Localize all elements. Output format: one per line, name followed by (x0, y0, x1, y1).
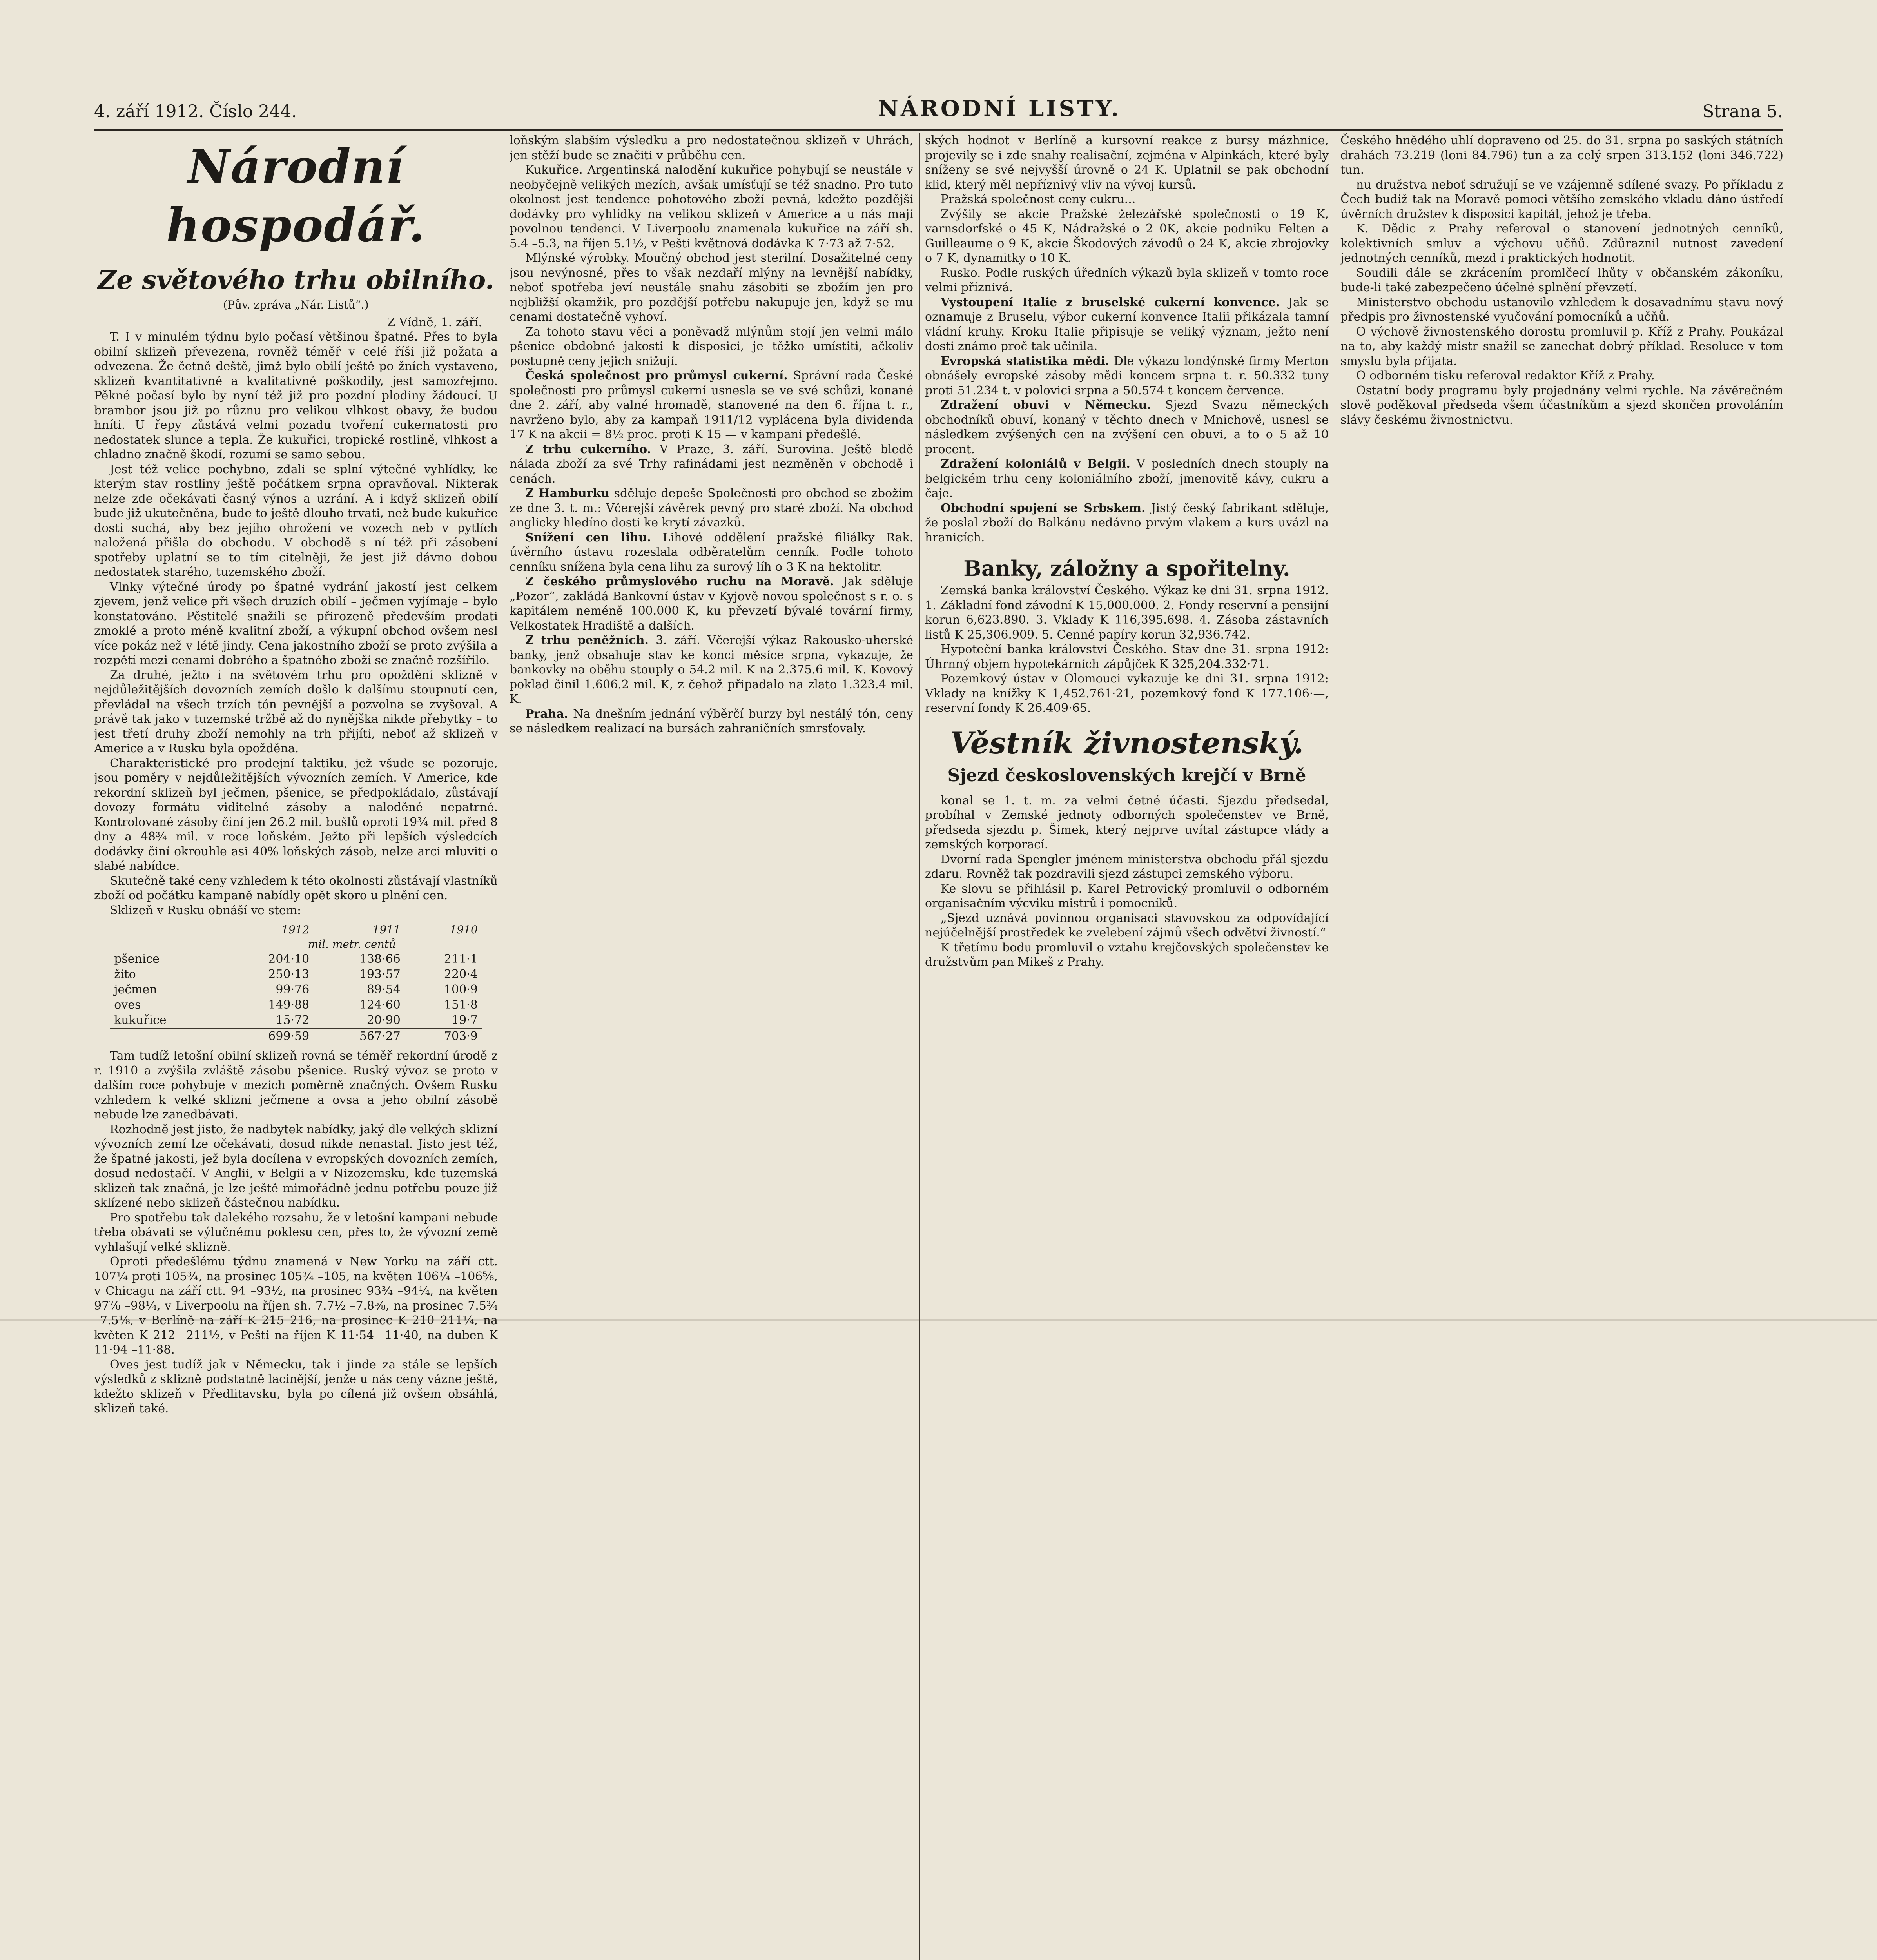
article-title: Ze světového trhu obilního. (98, 265, 494, 295)
news-item (510, 442, 913, 486)
table-cell: 15·72 (276, 1013, 310, 1027)
table-cell: 211·1 (444, 952, 478, 966)
table-cell: 124·60 (359, 998, 401, 1012)
paragraph: Pozemkový ústav v Olomouci vykazuje ke dni 31. srpna 1912: Vklady na knížky K 1,452.761·21, pozemkový fond K 177.106·—, reservní fondy K 26.409·65. (925, 672, 1329, 715)
news-item (925, 398, 1329, 457)
news-item-text: Na dnešním jednání výběrčí burzy byl nestálý tón, ceny se následkem realizací na bursách zahraničních smrsťovaly. (510, 707, 913, 735)
news-item (510, 530, 913, 575)
table-cell: oves (114, 998, 141, 1012)
table-header: 1910 (450, 923, 478, 936)
table-cell: 138·66 (359, 952, 401, 966)
table-cell: kukuřice (114, 1013, 167, 1027)
news-item (925, 457, 1329, 501)
dateline: Z Vídně, 1. září. (387, 316, 482, 329)
paragraph: Hypoteční banka království Českého. Stav dne 31. srpna 1912: Úhrnný objem hypotekárních zápůjček K 325,204.332·71. (925, 642, 1329, 671)
paragraph: Mlýnské výrobky. Moučný obchod jest sterilní. Dosažitelné ceny jsou nevýnosné, přes to však nezdaří mlýny na levnější nabídky, neboť spotřeba jeví neustále snahu zásobiti se zbožím jen pro nejbližší okamžik, pro pozdější potřebu nakupuje jen, když se mu cenami dostatečně vyhoví. (510, 251, 913, 324)
news-item-text: V Praze, 3. září. Surovina. Ještě bledě nálada zboží za své Trhy rafinádami jest nezměněn v obchodě i cenách. (510, 442, 913, 486)
news-item-title: Vystoupení Italie z bruselské cukerní konvence. (941, 295, 1280, 309)
news-item-title: Česká společnost pro průmysl cukerní. (525, 369, 788, 383)
paragraph: Soudili dále se zkrácením promlčecí lhůty v občanském zákoníku, bude-li také zabezpečeno účelné splnění převzetí. (1340, 266, 1783, 294)
byline: (Pův. zpráva „Nár. Listů“.) (223, 298, 369, 311)
paragraph: Kukuřice. Argentinská nalodění kukuřice pohybují se neustále v neobyčejně velikých mezích, avšak umísťují se též snadno. Pro tuto okolnost jest tendence pohotového zboží pevná, kdežto pozdější dodávky pro vyhlídky na velikou sklizeň v Americe a u nás mají povolnou tendenci. V Liverpoolu znamenala kukuřice na září sh. 5.4 –5.3, na říjen 5.1½, v Pešti květnová dodávka K 7·73 až 7·52. (510, 163, 913, 250)
news-item-title: Z českého průmyslového ruchu na Moravě. (525, 575, 834, 588)
paragraph: Jest též velice pochybno, zdali se splní výtečné vyhlídky, ke kterým stav rostliny ještě počátkem srpna opravňoval. Nikterak nelze zde očekávati časný výnos a uzrání. A i když sklizeň obilí bude již ukutečněna, bude to ještě dlouho trvati, než bude kukuřice dosti suchá, aby bez jejího ohrožení ve vozech neb v pytlích naložená přišla do obchodu. V obchodě s ní též při zásobení spotřeby uplatní se to tím citelněji, že jest již dávno dobou nedostatek starého, tuzemského zboží. (94, 462, 498, 579)
paragraph: T. I v minulém týdnu bylo počasí většinou špatné. Přes to byla obilní sklizeň převezena, rovněž téměř v celé říši již požata a odvezena. Že četně deště, jimž bylo obilí ještě po žních vystaveno, sklizeň kvantitativně a kvalitativně poškodily, jest samozřejmo. Pěkné počasí bylo by nyní též již pro pozdní plodiny žádoucí. U brambor jsou již po různu pro velikou vlhkost obavy, že budou hníti. U řepy zůstává velmi pozadu tvoření cukernatosti pro nedostatek slunce a tepla. Že kukuřici, tropické rostlině, vlhkost a chladno značně škodí, rozumí se samo sebou. (94, 330, 498, 461)
table-cell: 89·54 (366, 983, 401, 996)
paragraph: Vlnky výtečné úrody po špatné vydrání jakostí jest celkem zjevem, jenž velice při všech druzích obilí – ječmen vyjímaje – bylo konstatováno. Pěstitelé snažili se přirozeně především prodati zmoklé a proto méně kvalitní zboží, a výkupní obchod ovšem nesl více pokáz než v létě jindy. Cena jakostního zboží se proto zvýšila a rozpětí mezi cenami dobrého a špatného zboží se značně rozšířilo. (94, 580, 498, 667)
news-item-text: Jak se oznamuje z Bruselu, výbor cukerní konvence Italii přikázala tamní vládní kruhy. Kroku Italie připisuje se veliký význam, ježto není dosti známo proč tak učinila. (925, 295, 1329, 353)
column-1 (94, 133, 498, 1960)
table-header: 1911 (372, 923, 401, 936)
paragraph: Ostatní body programu byly projednány velmi rychle. Na závěrečném slově poděkoval předseda všem účastníkům a sjezd skončen provoláním slávy českému živnostnictvu. (1340, 383, 1783, 427)
paragraph: Zvýšily se akcie Pražské železářské společnosti o 19 K, varnsdorfské o 45 K, Nádražské o 2 0K, akcie podniku Felten a Guilleaume o 9 K, akcie Škodových závodů o 24 K, akcie zbrojovky o 7 K, dynamitky o 10 K. (925, 207, 1329, 265)
news-item-text: Správní rada České společnosti pro průmysl cukerní usnesla se ve své schůzi, konané dne 2. září, aby valné hromadě, stanovené na den 6. října t. r., navrženo bylo, aby za kampaň 1911/12 vyplácena byla dividenda 17 K na akcii = 8½ proc. proti K 15 — v kampani předešlé. (510, 369, 913, 441)
paragraph: O výchově živnostenského dorostu promluvil p. Kříž z Prahy. Poukázal na to, aby každý mistr snažil se zanechat dobrý příklad. Resoluce v tom smyslu byla přijata. (1340, 325, 1783, 368)
column-2 (510, 133, 913, 1960)
table-cell: 20·90 (366, 1013, 401, 1027)
table-cell: 151·8 (444, 998, 478, 1012)
banks-heading: Banky, záložny a spořitelny. (963, 556, 1290, 581)
table-cell: 250·13 (268, 967, 310, 981)
vestnik-subheading: Sjezd československých krejčí v Brně (947, 765, 1306, 786)
paragraph: Skutečně také ceny vzhledem k této okolnosti zůstávají vlastníků zboží od počátku kampaně nabídly opět skoro u plnění cen. (94, 874, 498, 902)
news-item-title: Zdražení koloniálů v Belgii. (941, 457, 1130, 471)
table-cell: 99·76 (276, 983, 310, 996)
section-title: Národní hospodář. (166, 139, 426, 252)
table-cell: 220·4 (444, 967, 478, 981)
column-rule (919, 133, 920, 1960)
news-item-text: Jak sděluje „Pozor“, zakládá Bankovní ústav v Kyjově novou společnost s r. o. s kapitálem neméně 100.000 K, ku převzetí bývalé tovární firmy, Velkostatek Hradiště a dalších. (510, 575, 913, 633)
paragraph: Sklizeň v Rusku obnáší ve stem: (110, 903, 301, 917)
paragraph: Za tohoto stavu věci a poněvadž mlýnům stojí jen velmi málo pšenice obdobné jakosti k disposici, je těžko umístiti, ačkoliv postupně ceny jejich snižují. (510, 325, 913, 368)
paragraph: O odborném tisku referoval redaktor Kříž z Prahy. (1356, 369, 1655, 383)
paragraph: Oproti předešlému týdnu znamená v New Yorku na září ctt. 107¼ proti 105¾, na prosinec 105¾ –105, na květen 106¼ –106⅝, v Chicagu na září ctt. 94 –93½, na prosinec 93¾ –94¼, na květen 97⅞ –98¼, v Liverpoolu na říjen sh. 7.7½ –7.8⅝, na prosinec 7.5¾ –7.5⅛, v Berlíně na září K 215–216, na prosinec K 210–211¼, na květen K 212 –211½, v Pešti na říjen K 11·54 –11·40, na duben K 11·94 –11·88. (94, 1255, 498, 1357)
news-item-title: Obchodní spojení se Srbskem. (941, 501, 1146, 515)
news-item-title: Evropská statistika mědi. (941, 354, 1110, 368)
paragraph: Zemská banka království Českého. Výkaz ke dni 31. srpna 1912. 1. Základní fond závodní K 15,000.000. 2. Fondy reservní a pensijní korun 6,623.890. 3. Vklady K 116,395.698. 4. Zásoba zástavních listů K 25,306.909. 5. Cenné papíry korun 32,936.742. (925, 584, 1329, 642)
news-item-title: Snížení cen lihu. (525, 530, 651, 544)
masthead: NÁRODNÍ LISTY. (878, 96, 1121, 122)
paragraph: Českého hnědého uhlí dopraveno od 25. do 31. srpna po saských státních drahách 73.219 (loni 84.796) tun a za celý srpen 313.152 (loni 346.722) tun. (1340, 134, 1783, 177)
news-item-title: Praha. (525, 707, 568, 721)
news-item (925, 354, 1329, 398)
paragraph: Ministerstvo obchodu ustanovilo vzhledem k dosavadnímu stavu nový předpis pro živnostenské vyučování pomocníků a učňů. (1340, 295, 1783, 324)
table-row (110, 1013, 482, 1028)
paragraph: Za druhé, ježto i na světovém trhu pro opoždění sklizně v nejdůležitějších dovozních zemích došlo k dalšímu stoupnutí cen, převládal na všech trzích tón pevnější a pozvolna se zvyšoval. A právě tak jako v tuzemské tržbě až do nynějška nikde přebytky – to jest třetí druhy zboží nemohly na trh přijíti, neboť až sklizeň v Americe a v Rusku byla opožděna. (94, 668, 498, 755)
news-item-text: V posledních dnech stouply na belgickém trhu ceny koloniálního zboží, jmenovitě kávy, cukru a čaje. (925, 457, 1329, 500)
column-4 (1340, 133, 1783, 1960)
table-row (110, 967, 482, 982)
table-row (110, 982, 482, 997)
table-cell: pšenice (114, 952, 160, 966)
paragraph: ských hodnot v Berlíně a kursovní reakce z bursy mázhnice, projevily se i zde snahy realisační, zejména v Alpinkách, které byly sníženy se své nejvyšší úrovně o 24 K. Uplatnil se pak obchodní klid, který měl nepříznivý vliv na vývoj kursů. (925, 134, 1329, 192)
paragraph: Pro spotřebu tak dalekého rozsahu, že v letošní kampani nebude třeba obávati se výlučnému poklesu cen, přes to, že vývozní země vyhlašují velké sklizně. (94, 1210, 498, 1254)
news-items (510, 368, 913, 736)
table-cell: 149·88 (268, 998, 310, 1012)
paragraph: Oves jest tudíž jak v Německu, tak i jinde za stále se lepších výsledků z sklizně podstatně lacinější, jenže u nás ceny vázne ještě, kdežto sklizeň v Předlitavsku, byla po cílená již ovšem obsáhlá, sklizeň také. (94, 1357, 498, 1416)
table-header (110, 922, 222, 937)
news-item (510, 368, 913, 442)
harvest-table (110, 922, 482, 1044)
table-total: 567·27 (359, 1029, 401, 1043)
paragraph: „Sjezd uznává povinnou organisaci stavovskou za odpovídající nejúčelnější prostředek ke zvelebení zájmů všech odvětví živností.“ (925, 911, 1329, 940)
page-header (94, 90, 1783, 131)
news-item (510, 486, 913, 530)
table-cell: 204·10 (268, 952, 310, 966)
paper-fold (0, 1319, 1877, 1321)
paragraph: Rozhodně jest jisto, že nadbytek nabídky, jaký dle velkých sklizní vývozních zemí lze očekávati, dosud nikde nenastal. Jisto jest též, že špatné jakosti, jež byla docílena v evropských dovozních zemích, dosud nedostačí. V Anglii, v Belgii a v Nizozemsku, kde tuzemská sklizeň tak značná, je lze ještě mimořádně jednu potřebu pouze již sklízené nebo sklizeň částečnou nabídku. (94, 1122, 498, 1210)
issue-date: 4. září 1912. Číslo 244. (94, 102, 297, 122)
table-row (110, 997, 482, 1013)
paragraph: Tam tudíž letošní obilní sklizeň rovná se téměř rekordní úrodě z r. 1910 a zvýšila zvláště zásobu pšenice. Ruský vývoz se proto v dalším roce pohybuje v mezích poměrně značných. Ovšem Rusku vzhledem k velké sklizni ječmene a ovsa a jeho obilní zásobě nebude lze zanedbávati. (94, 1049, 498, 1122)
news-item-text: Dle výkazu londýnské firmy Merton obnášely evropské zásoby mědi koncem srpna t. r. 50.332 tuny proti 51.234 t. v polovici srpna a 50.574 t koncem července. (925, 354, 1329, 397)
paragraph: Rusko. Podle ruských úředních výkazů byla sklizeň v tomto roce velmi příznivá. (925, 266, 1329, 294)
news-item-text: 3. září. Včerejší výkaz Rakousko-uherské banky, jenž obsahuje stav ke konci měsíce srpna, vykazuje, že bankovky na oběhu stouply o 54.2 mil. K na 2.375.6 mil. K. Kovový poklad činil 1.606.2 mil. K, z čehož připadalo na zlato 1.323.4 mil. K. (510, 633, 913, 706)
news-items (925, 295, 1329, 545)
table-cell: ječmen (114, 983, 157, 996)
table-header: 1912 (281, 923, 310, 936)
vestnik-heading: Věstník živnostenský. (950, 725, 1304, 760)
paragraph: Pražská společnost ceny cukru... (941, 192, 1136, 206)
news-item-text: sděluje depeše Společnosti pro obchod se zbožím ze dne 3. t. m.: Včerejší závěrek pevný pro staré zboží. Na obchod anglicky hledíno dosti ke krytí závazků. (510, 486, 913, 530)
table-caption: mil. metr. centů (308, 938, 396, 951)
paragraph: konal se 1. t. m. za velmi četné účasti. Sjezdu předsedal, probíhal v Zemské jednoty odborných společenstev ve Brně, předseda sjezdu p. Šimek, který nejprve uvítal zástupce vlády a zemských korporací. (925, 793, 1329, 851)
paragraph: Dvorní rada Spengler jménem ministerstva obchodu přál sjezdu zdaru. Rovněž tak pozdravili sjezd zástupci zemského výboru. (925, 852, 1329, 881)
paragraph: Charakteristické pro prodejní taktiku, jež všude se pozoruje, jsou poměry v nejdůležitějších vývozních zemích. V Americe, kde rekordní sklizeň byl ječmen, pšenice, se předpokládalo, zůstávají dovozy formátu viditelné zásoby a naloděné nepatrné. Kontrolované zásoby činí jen 26.2 mil. bušlů oproti 19¾ mil. před 8 dny a 48¾ mil. v roce loňském. Ježto při lepších výsledcích dodávky činí okrouhle asi 40% loňských zásob, nelze arci mluviti o slabé nabídce. (94, 756, 498, 873)
table-cell: 19·7 (452, 1013, 478, 1027)
news-item (925, 295, 1329, 354)
page-number: Strana 5. (1702, 102, 1783, 122)
news-item-title: Z trhu cukerního. (525, 442, 651, 456)
news-item-title: Z Hamburku (525, 486, 610, 500)
paragraph: Ke slovu se přihlásil p. Karel Petrovický promluvil o odborném organisačním výcviku mistrů i pomocníků. (925, 882, 1329, 910)
table-cell: žito (114, 967, 136, 981)
table-cell: 193·57 (359, 967, 401, 981)
news-item-text: Sjezd Svazu německých obchodníků obuví, konaný v těchto dnech v Mnichově, usnesl se následkem zvýšených cen na zvýšení cen obuvi, a to o 5 až 10 procent. (925, 398, 1329, 456)
news-item-text: Lihové oddělení pražské filiálky Rak. úvěrního ústavu rozeslala odběratelům cenník. Podle tohoto cenníku snížena byla cena lihu za surový líh o 3 K na hektolitr. (510, 530, 913, 574)
news-item (510, 707, 913, 736)
paragraph: K. Dědic z Prahy referoval o stanovení jednotných cenníků, kolektivních smluv a výchovu učňů. Zdůraznil nutnost zavedení jednotných cenníků, mezd i praktických hodnotit. (1340, 222, 1783, 265)
news-item (510, 633, 913, 707)
table-total: 699·59 (268, 1029, 310, 1043)
table-total: 703·9 (444, 1029, 478, 1043)
news-item-title: Zdražení obuvi v Německu. (941, 398, 1151, 412)
paragraph: nu družstva neboť sdružují se ve vzájemně sdílené svazy. Po příkladu z Čech budiž tak na Moravě pomoci většího zemského vkladu dáno ústředí úvěrních družstev k disposici kapitál, jehož je třeba. (1340, 178, 1783, 221)
news-item-title: Z trhu peněžních. (525, 633, 649, 647)
paragraph: loňským slabším výsledku a pro nedostatečnou sklizeň v Uhrách, jen stěží bude se značiti v průběhu cen. (510, 134, 913, 162)
news-item (925, 501, 1329, 545)
table-cell: 100·9 (444, 983, 478, 996)
column-3 (925, 133, 1329, 1960)
table-row (110, 951, 482, 967)
news-item-text: Jistý český fabrikant sděluje, že poslal zboží do Balkánu nedávno prvým vlakem a kurs uvázl na hranicích. (925, 501, 1329, 544)
news-item (510, 574, 913, 633)
paragraph: K třetímu bodu promluvil o vztahu krejčovských společenstev ke družstvům pan Mikeš z Prahy. (925, 940, 1329, 969)
